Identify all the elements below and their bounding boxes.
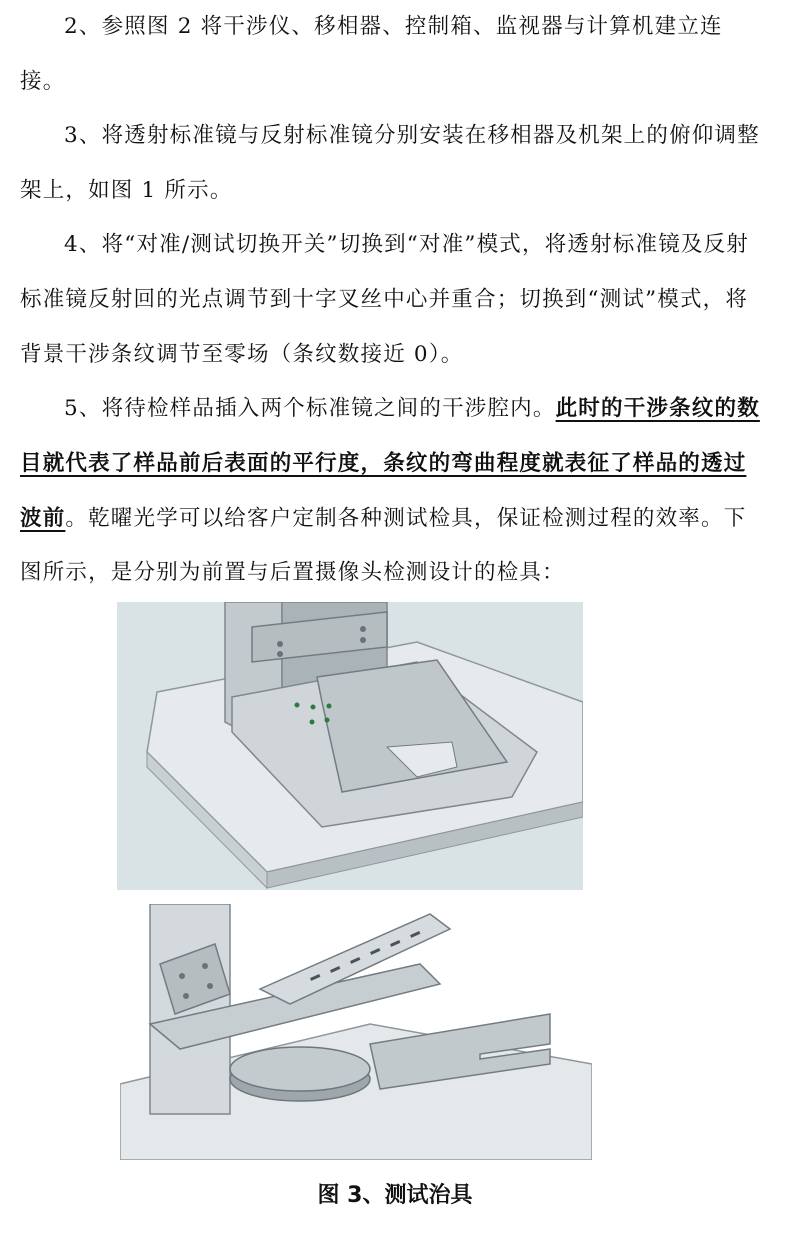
paragraph-step-5-intro: 5、将待检样品插入两个标准镜之间的干涉腔内。 [64, 396, 556, 421]
paragraph-step-2-text: 2、参照图 2 将干涉仪、移相器、控制箱、监视器与计算机建立连接。 [20, 14, 723, 94]
paragraph-step-4 [20, 218, 760, 382]
fixture-render-front-drawing [117, 602, 583, 890]
fixture-render-rear-drawing [120, 904, 592, 1160]
figure-caption: 图 3、测试治具 [317, 1183, 473, 1208]
fixture-render-front [117, 602, 583, 890]
paragraph-step-4-text: 4、将“对准/测试切换开关”切换到“对准”模式，将透射标准镜及反射标准镜反射回的光点调节到十字叉丝中心并重合；切换到“测试”模式，将背景干涉条纹调节至零场（条纹数接近 0）。 [20, 232, 749, 367]
paragraph-step-2 [20, 0, 760, 110]
fixture-render-rear [120, 904, 592, 1160]
paragraph-step-3 [20, 109, 760, 219]
paragraph-step-5-emphasis: 此时的干涉条纹的数目就代表了样品前后表面的平行度，条纹的弯曲程度就表征了样品的透过波前 [20, 396, 760, 531]
paragraph-step-5 [20, 382, 760, 601]
paragraph-step-5-outro: 。乾曜光学可以给客户定制各种测试检具，保证检测过程的效率。下图所示，是分别为前置与后置摄像头检测设计的检具： [20, 505, 747, 586]
paragraph-step-3-text: 3、将透射标准镜与反射标准镜分别安装在移相器及机架上的俯仰调整架上，如图 1 所示。 [20, 123, 760, 203]
